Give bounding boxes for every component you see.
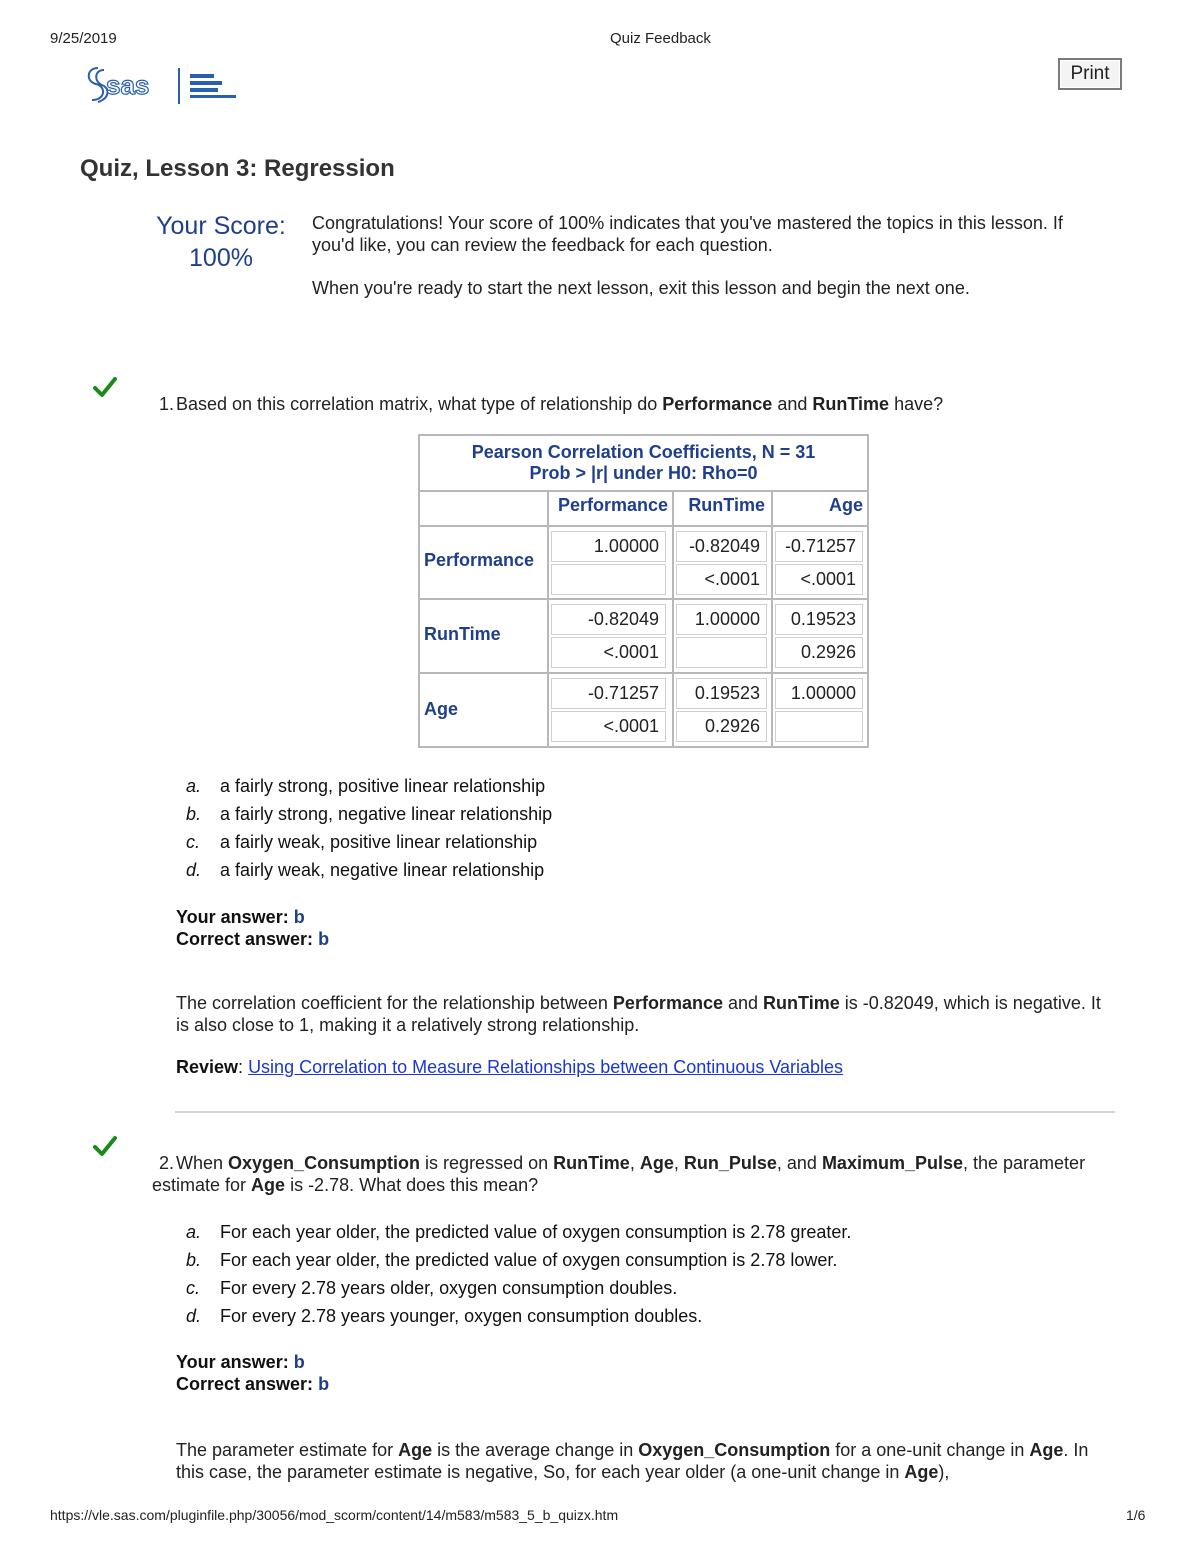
q-var: Age — [639, 1153, 674, 1173]
option-text: For each year older, the predicted value of oxygen consumption is 2.78 lower. — [220, 1250, 838, 1270]
question-divider — [175, 1111, 1115, 1113]
table-title-line: Pearson Correlation Coefficients, N = 31 — [471, 442, 816, 462]
correct-answer — [176, 928, 329, 950]
your-answer — [176, 906, 329, 928]
p-value — [551, 564, 666, 595]
option-text: For each year older, the predicted value of oxygen consumption is 2.78 greater. — [220, 1222, 852, 1242]
question-2-answers — [176, 1351, 329, 1395]
footer-page: 1/6 — [1126, 1507, 1146, 1523]
option-text: a fairly weak, negative linear relationship — [220, 860, 545, 880]
q-var: Run_Pulse — [683, 1153, 777, 1173]
q-text: , — [629, 1153, 640, 1173]
column-header: RunTime — [688, 495, 765, 515]
review-label: Review — [176, 1057, 239, 1077]
expl-text: and — [722, 993, 764, 1013]
option-text: a fairly weak, positive linear relationship — [220, 832, 538, 852]
correct-answer-label: Correct answer: — [176, 1374, 314, 1394]
your-answer-value: b — [293, 1352, 305, 1372]
option-letter: c. — [186, 832, 201, 852]
option-text: For every 2.78 years older, oxygen consumption doubles. — [220, 1278, 678, 1298]
q-text: have? — [889, 394, 944, 414]
q-var: RunTime — [553, 1153, 630, 1173]
option-letter: a. — [186, 1222, 202, 1242]
p-value — [775, 711, 863, 742]
correlation-value: -0.71257 — [551, 678, 666, 709]
option-letter: d. — [186, 1306, 202, 1326]
question-2-text — [152, 1152, 1092, 1196]
correct-answer-value: b — [318, 1374, 330, 1394]
table-title-line: Prob > |r| under H0: Rho=0 — [529, 463, 758, 483]
option-item — [186, 800, 552, 828]
option-item — [186, 828, 552, 856]
p-value: <.0001 — [551, 711, 666, 742]
your-answer-value: b — [293, 907, 305, 927]
expl-text: The correlation coefficient for the relationship between — [176, 993, 613, 1013]
correlation-value: 0.19523 — [775, 604, 863, 635]
print-button[interactable]: Print — [1058, 58, 1122, 90]
q-text: and — [772, 394, 813, 414]
row-header: RunTime — [424, 624, 501, 644]
svg-text:sas: sas — [106, 70, 150, 100]
question-1-options — [186, 772, 552, 884]
expl-var: Age — [398, 1440, 433, 1460]
option-letter: b. — [186, 804, 202, 824]
correct-check-icon — [93, 376, 117, 398]
question-2-explanation — [176, 1439, 1111, 1483]
question-1-text — [152, 393, 1102, 415]
question-1-answers — [176, 906, 329, 950]
q-text: , and — [776, 1153, 822, 1173]
question-1-explanation — [176, 992, 1111, 1036]
p-value: <.0001 — [775, 564, 863, 595]
expl-text: The parameter estimate for — [176, 1440, 399, 1460]
q-var: Oxygen_Consumption — [228, 1153, 421, 1173]
q-var: RunTime — [812, 394, 890, 414]
q-text: , — [673, 1153, 684, 1173]
option-item — [186, 856, 552, 884]
expl-text: ), — [938, 1462, 950, 1482]
q-text: When — [176, 1153, 229, 1173]
score-message: Congratulations! Your score of 100% indicates that you've mastered the topics in this lesson. If you'd like, you can review the feedback for each question. — [312, 213, 1063, 255]
question-number: 1. — [158, 394, 174, 414]
q-var: Age — [251, 1175, 286, 1195]
option-letter: d. — [186, 860, 202, 880]
correlation-value: 1.00000 — [775, 678, 863, 709]
correlation-value: -0.82049 — [676, 531, 767, 562]
header-date: 9/25/2019 — [50, 30, 117, 47]
question-1-review: Review: Using Correlation to Measure Relationships between Continuous Variables — [176, 1057, 844, 1077]
option-item — [186, 1302, 851, 1330]
correlation-value: -0.82049 — [551, 604, 666, 635]
option-letter: b. — [186, 1250, 202, 1270]
p-value: <.0001 — [551, 637, 666, 668]
correct-answer-label: Correct answer: — [176, 929, 314, 949]
row-header: Age — [424, 699, 459, 719]
table-title — [420, 442, 867, 484]
expl-var: RunTime — [763, 993, 840, 1013]
question-2-options — [186, 1218, 851, 1330]
next-lesson-message: When you're ready to start the next lesson, exit this lesson and begin the next one. — [312, 278, 970, 298]
expl-text: is -0.82049, which is negative. It is also close to 1, making it a relatively strong relationship. — [176, 993, 1101, 1035]
score-box — [140, 210, 302, 274]
correct-answer-value: b — [318, 929, 330, 949]
correlation-value: 1.00000 — [551, 531, 666, 562]
expl-text: . In this case, the parameter estimate is negative, So, for each year older (a one-unit change in — [176, 1440, 1089, 1482]
your-answer — [176, 1351, 329, 1373]
q-text: , the parameter estimate for — [152, 1153, 1086, 1195]
expl-text: is the average change in — [432, 1440, 639, 1460]
option-text: a fairly strong, positive linear relationship — [220, 776, 546, 796]
option-text: a fairly strong, negative linear relationship — [220, 804, 553, 824]
p-value: 0.2926 — [775, 637, 863, 668]
option-letter: a. — [186, 776, 202, 796]
p-value — [676, 637, 767, 668]
expl-var: Age — [904, 1462, 939, 1482]
q-text: Based on this correlation matrix, what type of relationship do — [176, 394, 663, 414]
correlation-value: -0.71257 — [775, 531, 863, 562]
q-text: is regressed on — [420, 1153, 554, 1173]
page-title: Quiz, Lesson 3: Regression — [80, 155, 395, 182]
p-value: <.0001 — [676, 564, 767, 595]
correct-answer — [176, 1373, 329, 1395]
expl-var: Performance — [612, 993, 723, 1013]
review-link[interactable]: Using Correlation to Measure Relationships between Continuous Variables — [248, 1057, 844, 1077]
column-header: Age — [828, 495, 863, 515]
your-answer-label: Your answer: — [176, 1352, 289, 1372]
column-header: Performance — [557, 495, 668, 515]
expl-var: Oxygen_Consumption — [638, 1440, 831, 1460]
q-var: Performance — [662, 394, 773, 414]
header-title: Quiz Feedback — [610, 30, 711, 47]
correlation-value: 0.19523 — [676, 678, 767, 709]
your-answer-label: Your answer: — [176, 907, 289, 927]
row-header: Performance — [424, 550, 535, 570]
q-var: Maximum_Pulse — [821, 1153, 963, 1173]
score-value: 100% — [189, 244, 253, 272]
option-letter: c. — [186, 1278, 201, 1298]
score-label: Your Score: — [156, 212, 286, 240]
option-item — [186, 1274, 851, 1302]
question-number: 2. — [158, 1153, 174, 1173]
correlation-table — [418, 434, 869, 748]
q-text: is -2.78. What does this mean? — [285, 1175, 539, 1195]
expl-var: Age — [1029, 1440, 1064, 1460]
option-text: For every 2.78 years younger, oxygen consumption doubles. — [220, 1306, 703, 1326]
p-value: 0.2926 — [676, 711, 767, 742]
sas-logo — [82, 62, 242, 108]
footer-url: https://vle.sas.com/pluginfile.php/30056/mod_scorm/content/14/m583/m583_5_b_quizx.htm — [50, 1507, 619, 1523]
expl-text: for a one-unit change in — [830, 1440, 1030, 1460]
correct-check-icon — [93, 1135, 117, 1157]
option-item — [186, 772, 552, 800]
option-item — [186, 1218, 851, 1246]
option-item — [186, 1246, 851, 1274]
correlation-value: 1.00000 — [676, 604, 767, 635]
